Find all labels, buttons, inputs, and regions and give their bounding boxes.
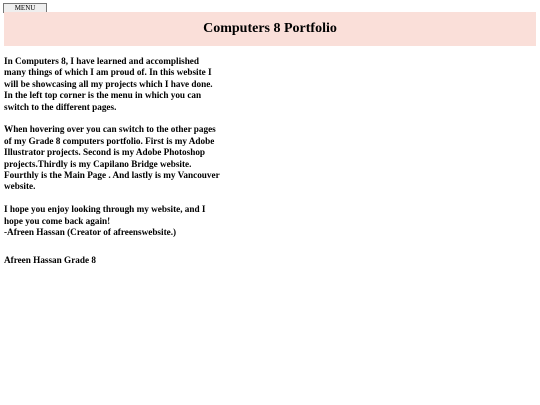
intro-content [4,56,254,250]
menu-button[interactable]: MENU [3,3,47,13]
intro-paragraph: In Computers 8, I have learned and accomplished many things of which I am proud of. In this website I will be showcasing all my projects which I have done. In the left top corner is the menu in which you can switch to the different pages. [4,56,213,112]
page-header [4,12,536,46]
closing-paragraph: I hope you enjoy looking through my website, and I hope you come back again! -Afreen Hassan (Creator of afreenswebsite.) [4,204,206,238]
author-signature: Afreen Hassan Grade 8 [4,255,96,265]
navigation-paragraph: When hovering over you can switch to the other pages of my Grade 8 computers portfolio. First is my Adobe Illustrator projects. Second is my Adobe Photoshop projects.Thirdly is my Capilano Bridge website. Fourthly is the Main Page . And lastly is my Vancouver website. [4,124,220,192]
page-title: Computers 8 Portfolio [203,21,337,36]
